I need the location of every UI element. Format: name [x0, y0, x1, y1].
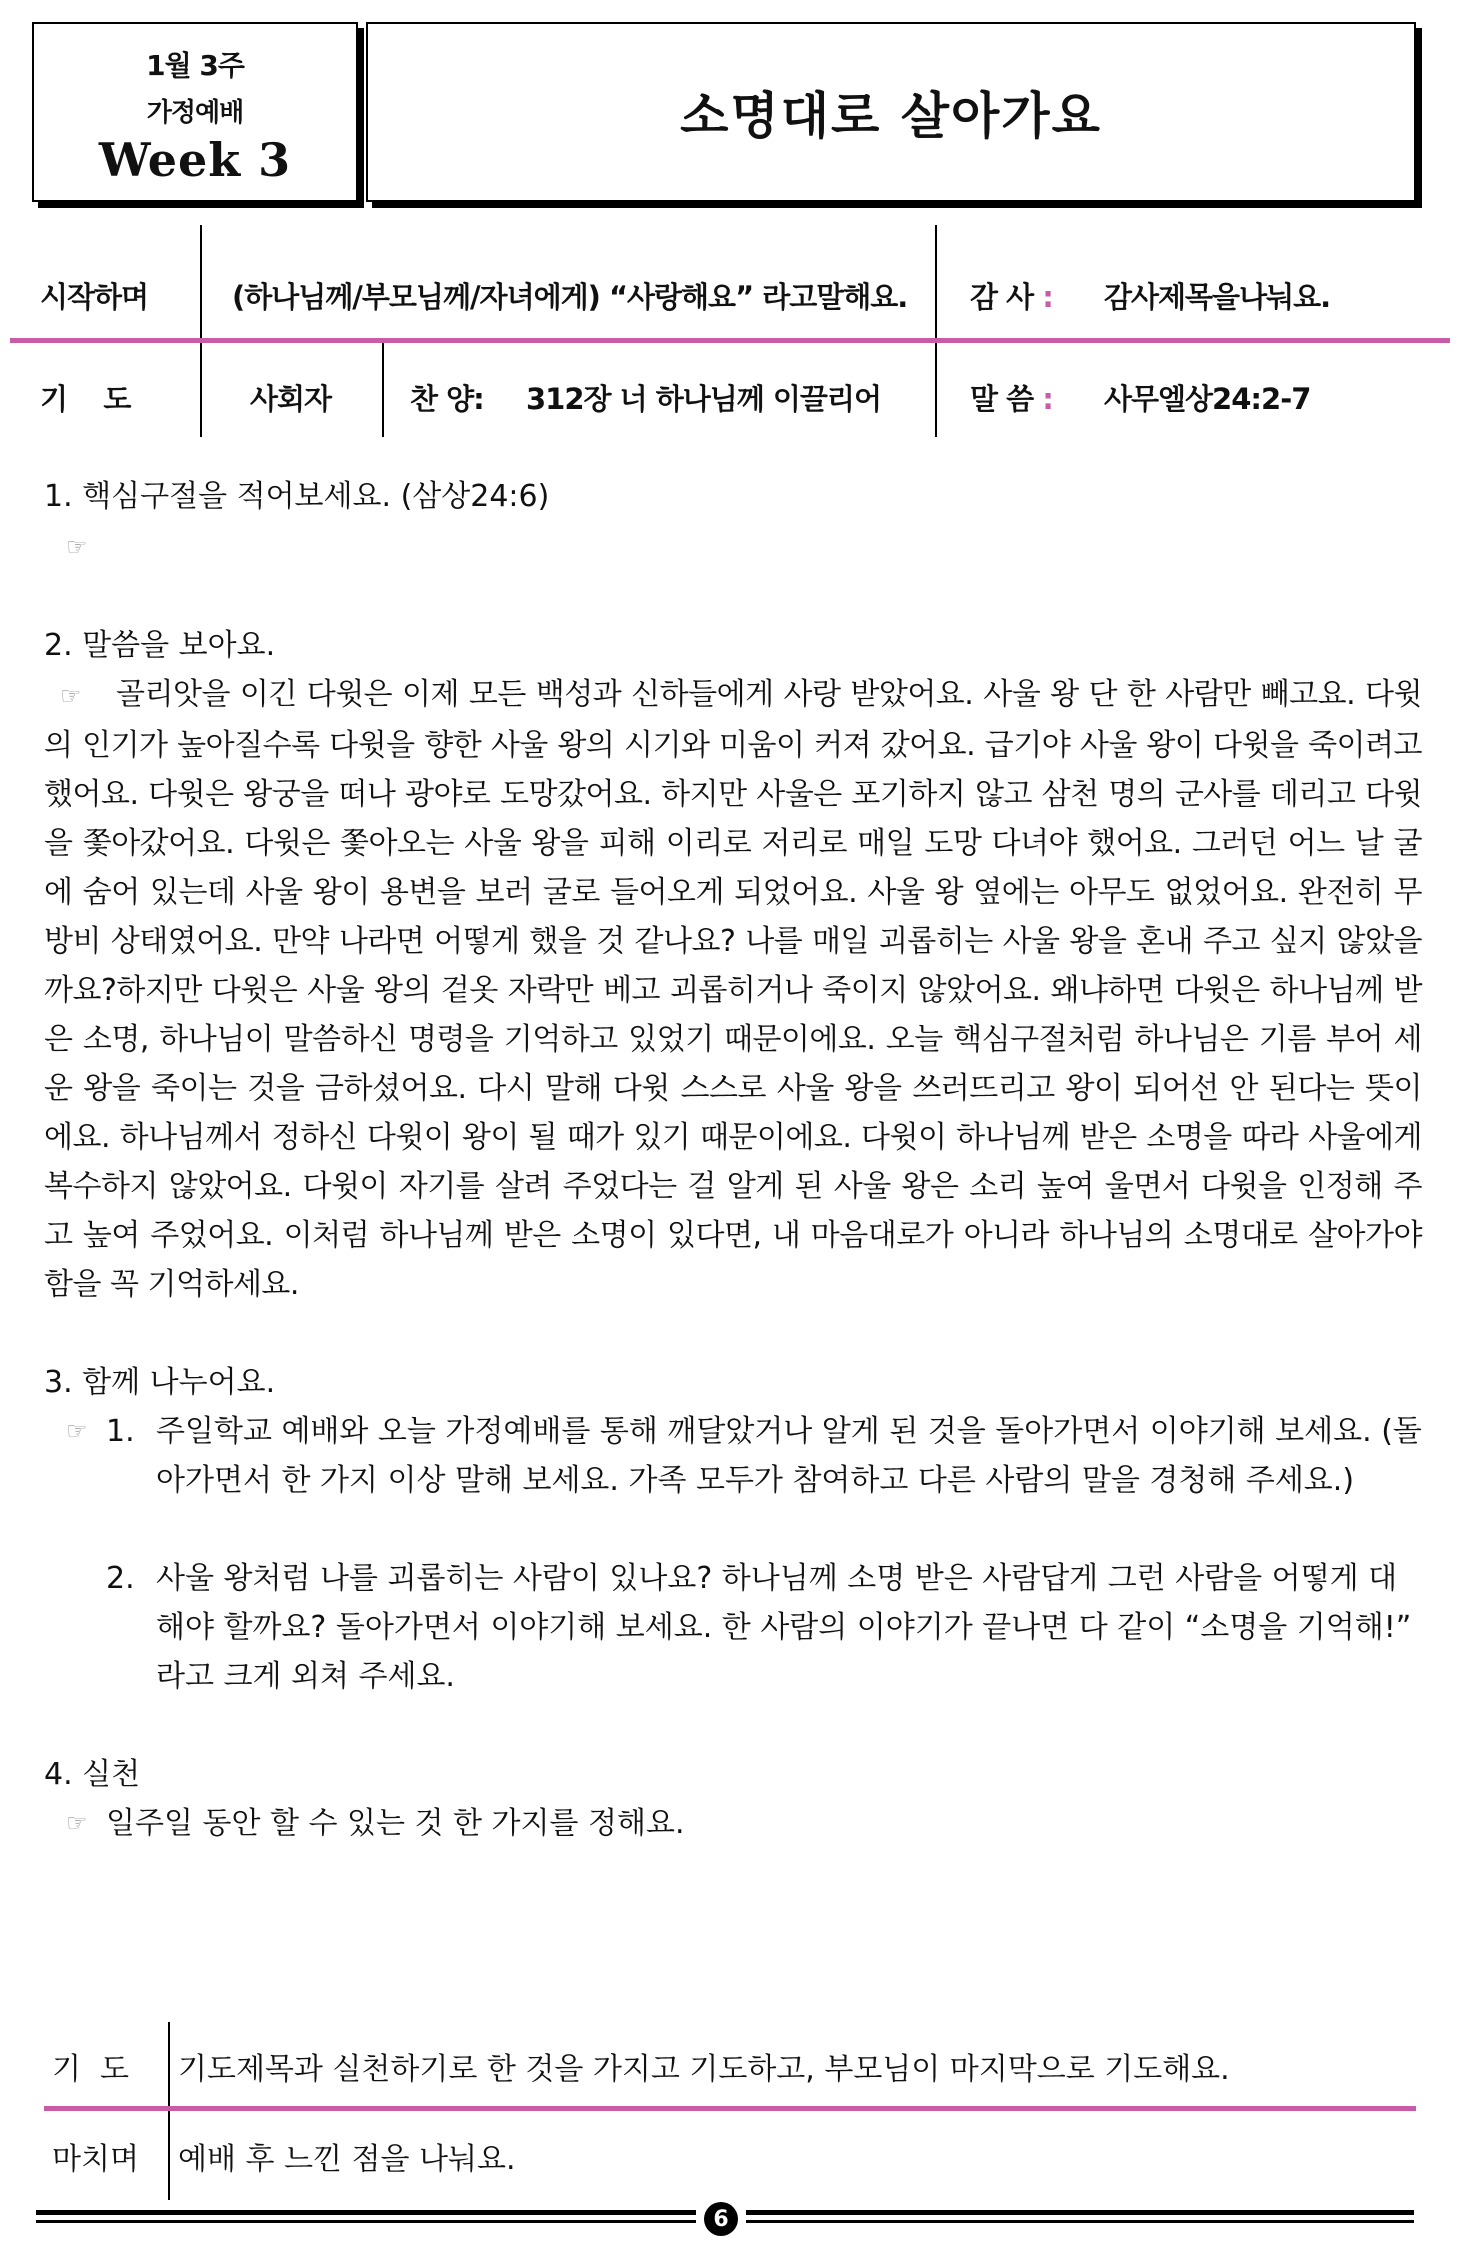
start-text: (하나님께/부모님께/자녀에게) “사랑해요” 라고말해요.	[232, 280, 908, 314]
week-label: Week 3	[98, 133, 292, 187]
page-rule-right	[746, 2220, 1414, 2223]
hymn-label: 찬 양:	[410, 382, 484, 416]
week-line2: 가정예배	[146, 98, 244, 128]
practice-text: 일주일 동안 할 수 있는 것 한 가지를 정해요.	[106, 1806, 685, 1841]
bible-story-text: 골리앗을 이긴 다윗은 이제 모든 백성과 신하들에게 사랑 받았어요. 사울 왕 단 한 사람만 빼고요. 다윗의 인기가 높아질수록 다윗을 향한 사울 왕의 시기와 미움이 커져 갔어요. 급기야 사울 왕이 다윗을 죽이려고 했어요. 다윗은 왕궁을 떠나 광야로 도망갔어요. 하지만 사울은 포기하지 않고 삼천 명의 군사를 데리고 다윗을 쫓아갔어요. 다윗은 쫓아오는 사울 왕을 피해 이리로 저리로 매일 도망 다녀야 했어요. 그러던 어느 날 굴에 숨어 있는데 사울 왕이 용변을 보러 굴로 들어오게 되었어요. 사울 왕 옆에는 아무도 없었어요. 완전히 무방비 상태였어요. 만약 나라면 어떻게 했을 것 같나요? 나를 매일 괴롭히는 사울 왕을 혼내 주고 싶지 않았을까요?하지만 다윗은 사울 왕의 겉옷 자락만 베고 괴롭히거나 죽이지 않았어요. 왜냐하면 다윗은 하나님께 받은 소명, 하나님이 말씀하신 명령을 기억하고 있었기 때문이에요. 오늘 핵심구절처럼 하나님은 기름 부어 세운 왕을 죽이는 것을 금하셨어요. 다시 말해 다윗 스스로 사울 왕을 쓰러뜨리고 왕이 되어선 안 된다는 뜻이에요. 하나님께서 정하신 다윗이 왕이 될 때가 있기 때문이에요. 다윗이 하나님께 받은 소명을 따라 사울에게 복수하지 않았어요. 다윗이 자기를 살려 주었다는 걸 알게 된 사울 왕은 소리 높여 울면서 다윗을 인정해 주고 높여 주었어요. 이처럼 하나님께 받은 소명이 있다면, 내 마음대로가 아니라 하나님의 소명대로 살아가야 함을 꼭 기억하세요.	[44, 677, 1422, 1302]
practice-item	[44, 1799, 1422, 1848]
week-box	[32, 22, 358, 202]
worship-order-table	[10, 225, 1450, 437]
question-number: 1.	[106, 1414, 135, 1449]
divider	[168, 2022, 170, 2200]
page-rule-right	[746, 2210, 1414, 2215]
question-2	[44, 1554, 1422, 1701]
prayer-label: 기 도	[40, 382, 131, 416]
hymn-text: 312장 너 하나님께 이끌리어	[526, 382, 881, 416]
word-text: 사무엘상24:2-7	[1104, 382, 1311, 416]
accent-rule	[44, 2106, 1416, 2111]
title-box	[366, 22, 1416, 202]
accent-rule	[10, 338, 1450, 343]
question-1	[44, 1407, 1422, 1505]
divider	[200, 343, 202, 437]
divider	[200, 225, 202, 341]
page-number: 6	[704, 2202, 738, 2236]
section-2-title: 2. 말씀을 보아요.	[44, 628, 276, 663]
closing-label: 마치며	[52, 2142, 139, 2177]
question-number: 2.	[106, 1561, 135, 1596]
worship-content	[44, 472, 1422, 1848]
closing-prayer-text: 기도제목과 실천하기로 한 것을 가지고 기도하고, 부모님이 마지막으로 기도해요.	[178, 2052, 1230, 2087]
page-rule-left	[36, 2210, 696, 2215]
section-3-title: 3. 함께 나누어요.	[44, 1365, 276, 1400]
closing-text: 예배 후 느낀 점을 나눠요.	[178, 2142, 516, 2177]
thanks-label: 감 사 :	[970, 280, 1053, 314]
closing-prayer-label: 기 도	[52, 2052, 130, 2087]
question-text: 주일학교 예배와 오늘 가정예배를 통해 깨달았거나 알게 된 것을 돌아가면서 이야기해 보세요. (돌아가면서 한 가지 이상 말해 보세요. 가족 모두가 참여하고 다른 사람의 말을 경청해 주세요.)	[156, 1414, 1422, 1498]
section-4-title: 4. 실천	[44, 1757, 141, 1792]
divider	[935, 225, 937, 437]
pointer-icon: ☞	[60, 682, 82, 710]
bible-story	[44, 670, 1422, 1309]
section-1-title: 1. 핵심구절을 적어보세요. (삼상24:6)	[44, 479, 550, 514]
thanks-text: 감사제목을나눠요.	[1104, 280, 1331, 314]
pointer-icon: ☞	[66, 1809, 88, 1837]
divider	[382, 343, 384, 437]
page-rule-left	[36, 2220, 696, 2223]
week-line1: 1월 3주	[146, 49, 244, 82]
answer-line	[44, 521, 1422, 572]
leader-label: 사회자	[250, 382, 332, 416]
closing-table	[44, 2022, 1416, 2200]
word-label: 말 씀 :	[970, 382, 1053, 416]
question-text: 사울 왕처럼 나를 괴롭히는 사람이 있나요? 하나님께 소명 받은 사람답게 그런 사람을 어떻게 대해야 할까요? 돌아가면서 이야기해 보세요. 한 사람의 이야기가 끝나면 다 같이 “소명을 기억해!” 라고 크게 외쳐 주세요.	[156, 1561, 1412, 1694]
page-title: 소명대로 살아가요	[680, 87, 1102, 145]
pointer-icon: ☞	[66, 533, 88, 561]
pointer-icon: ☞	[66, 1417, 88, 1445]
start-label: 시작하며	[40, 280, 149, 314]
